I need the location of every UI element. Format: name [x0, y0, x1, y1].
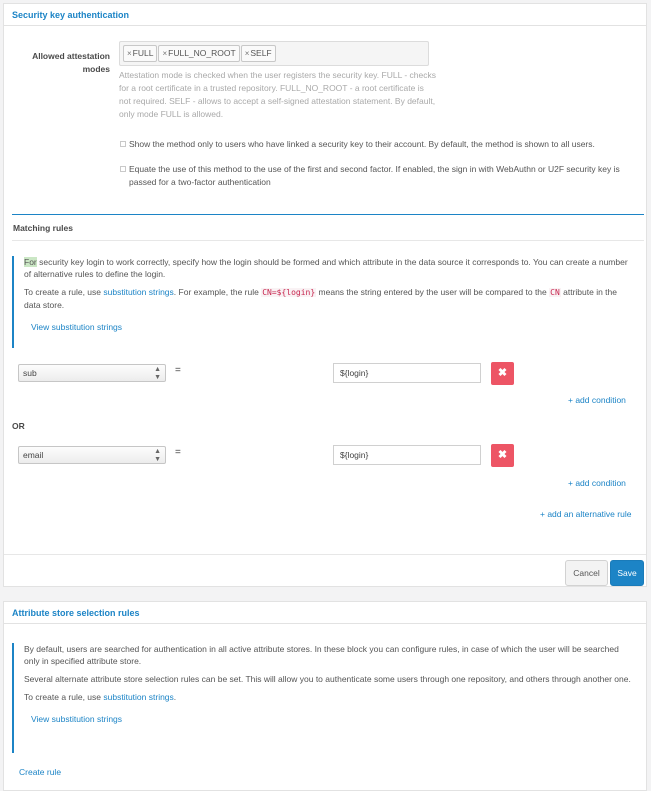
- checkbox[interactable]: [120, 141, 126, 147]
- info-paragraph: By default, users are searched for authentication in all active attribute stores. In these block you can configure rules, in case of which the user will be searched only in specified attribute store.: [24, 644, 619, 666]
- remove-tag-icon[interactable]: ×: [127, 49, 132, 58]
- substitution-strings-link[interactable]: substitution strings: [103, 692, 174, 702]
- add-alternative-rule-link[interactable]: + add an alternative rule: [540, 509, 632, 519]
- info-text: To create a rule, use: [24, 287, 104, 297]
- add-condition-link[interactable]: + add condition: [568, 395, 626, 405]
- equals-sign: =: [175, 365, 181, 376]
- attribute-store-panel: [3, 601, 647, 791]
- value-input[interactable]: ${login}: [333, 363, 481, 383]
- matching-info-block: [12, 256, 632, 348]
- store-info-block: [12, 643, 632, 753]
- close-icon: ✖: [497, 449, 508, 461]
- footer-divider: [4, 554, 646, 555]
- attestation-label: Allowed attestation modes: [32, 51, 110, 74]
- attribute-select[interactable]: [18, 446, 166, 464]
- create-rule-link[interactable]: Create rule: [19, 767, 62, 777]
- info-paragraph: Several alternate attribute store selection rules can be set. This will allow you to authenticate some users through one repository, and others through another one.: [24, 674, 631, 684]
- equals-sign: =: [175, 447, 181, 458]
- or-label: OR: [12, 421, 25, 431]
- save-button[interactable]: Save: [610, 560, 644, 586]
- security-key-panel: [3, 3, 647, 587]
- attribute-select[interactable]: [18, 364, 166, 382]
- equate-factor-checkbox-row[interactable]: [119, 163, 649, 189]
- info-text: means the string entered by the user will be compared to the: [316, 287, 550, 297]
- linked-only-checkbox-row[interactable]: [119, 138, 649, 151]
- info-text: .: [173, 692, 177, 702]
- tag-full-no-root: [158, 45, 239, 62]
- highlighted-word: For: [24, 257, 37, 267]
- matching-rules-title: Matching rules: [13, 223, 73, 233]
- info-paragraph: [24, 286, 632, 311]
- info-text: . For example, the rule: [173, 287, 262, 297]
- attestation-help-text: Attestation mode is checked when the user registers the security key. FULL - checks for a root certificate in a trusted repository. FULL_NO_ROOT - a root certificate is not required. SELF - allows to accept a self-signed attestation statement. By default, only mode FULL is allowed.: [119, 70, 437, 119]
- select-value: email: [23, 450, 44, 460]
- view-link-row: [24, 713, 632, 725]
- tag-label: FULL: [132, 48, 154, 58]
- view-substitution-strings-link[interactable]: View substitution strings: [31, 714, 123, 724]
- select-value: sub: [23, 368, 37, 378]
- delete-condition-button[interactable]: [491, 444, 514, 467]
- cancel-button[interactable]: Cancel: [565, 560, 608, 586]
- select-arrows-icon: ▲ ▼: [154, 448, 161, 463]
- tag-full: [123, 45, 157, 62]
- section-divider: [12, 214, 644, 215]
- info-text: To create a rule, use: [24, 692, 104, 702]
- add-condition-link[interactable]: + add condition: [568, 478, 626, 488]
- info-paragraph: [24, 256, 632, 280]
- checkbox-label: Show the method only to users who have linked a security key to their account. By default, the method is shown to all users.: [129, 139, 595, 149]
- divider: [12, 240, 644, 241]
- info-text: security key login to work correctly, specify how the login should be formed and which attribute in the data source it corresponds to. You can create a number of alternative rules to define the login.: [24, 257, 628, 279]
- checkbox-label: Equate the use of this method to the use of the first and second factor. If enabled, the sign in with WebAuthn or U2F security key is passed for a two-factor authentication: [129, 164, 620, 187]
- value-input[interactable]: ${login}: [333, 445, 481, 465]
- tag-label: FULL_NO_ROOT: [168, 48, 236, 58]
- attestation-modes-input[interactable]: [119, 41, 429, 66]
- remove-tag-icon[interactable]: ×: [244, 49, 250, 58]
- cn-code: CN: [550, 288, 560, 297]
- panel-title: Security key authentication: [4, 4, 646, 26]
- info-text: attribute in the data store.: [24, 287, 617, 310]
- checkbox[interactable]: [120, 166, 126, 172]
- view-substitution-strings-link[interactable]: View substitution strings: [31, 322, 123, 332]
- view-link-row: [24, 321, 632, 333]
- substitution-strings-link[interactable]: substitution strings: [103, 287, 174, 297]
- select-arrows-icon: ▲ ▼: [154, 366, 161, 381]
- panel-title: Attribute store selection rules: [4, 602, 646, 624]
- tag-label: SELF: [250, 48, 272, 58]
- tag-self: [241, 45, 276, 62]
- close-icon: ✖: [497, 367, 508, 379]
- info-paragraph: [24, 691, 632, 703]
- delete-condition-button[interactable]: [491, 362, 514, 385]
- remove-tag-icon[interactable]: ×: [162, 49, 168, 58]
- rule-example-code: CN=${login}: [262, 288, 316, 297]
